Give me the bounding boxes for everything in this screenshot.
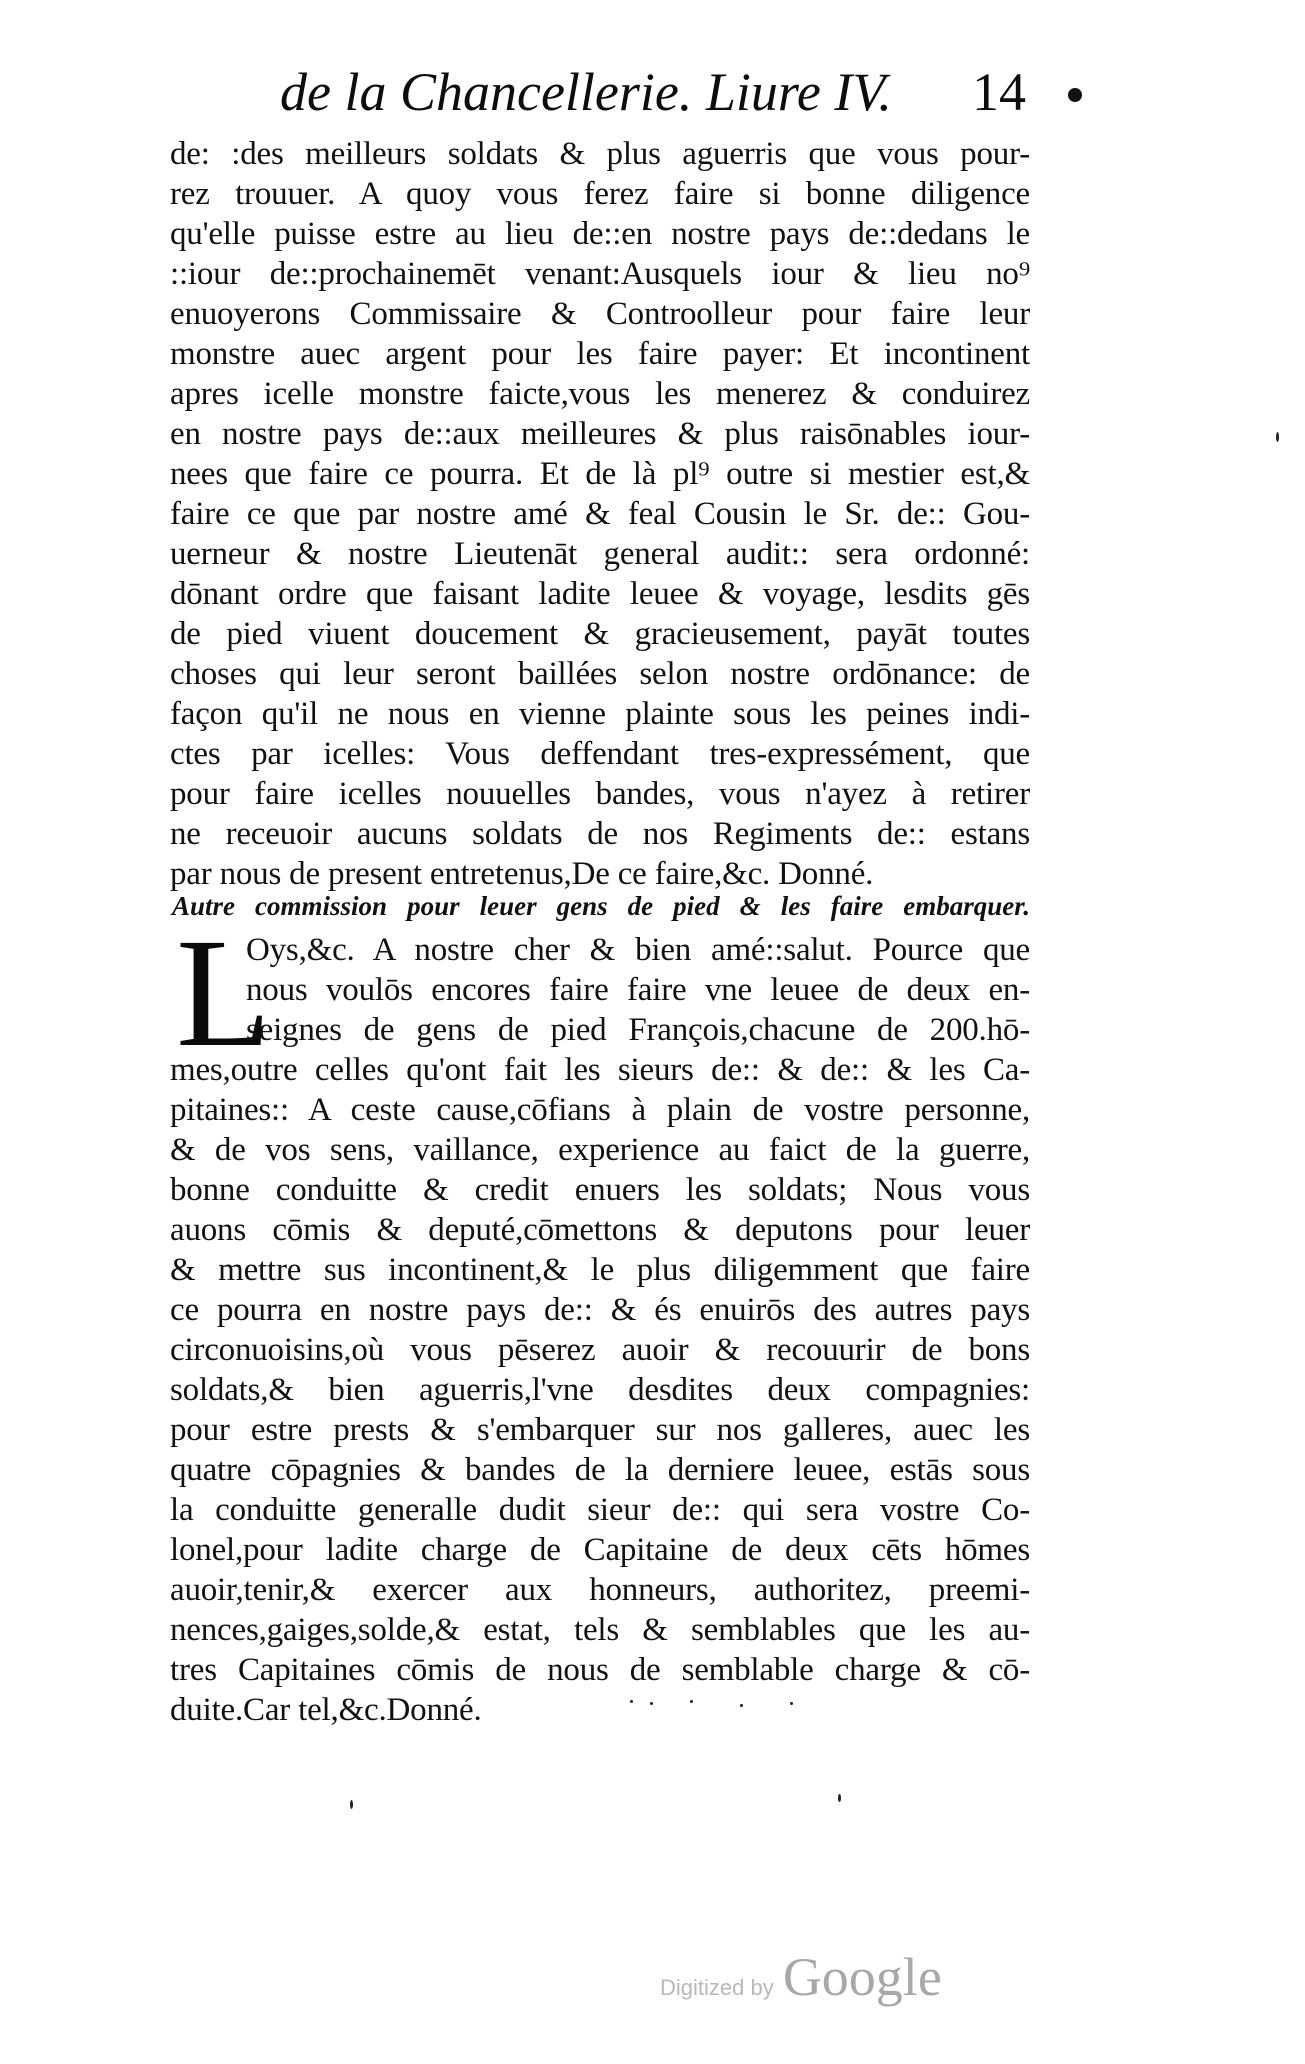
ink-speck	[740, 1704, 743, 1707]
ink-dot	[1068, 88, 1082, 102]
text-line: bonne conduitte & credit enuers les soldats; Nous vous	[170, 1172, 1030, 1208]
text-line: quatre cōpagnies & bandes de la derniere leuee, estās sous	[170, 1452, 1030, 1488]
text-line: nees que faire ce pourra. Et de là pl⁹ outre si mestier est,&	[170, 456, 1030, 492]
page-number: 14	[972, 62, 1026, 122]
section-heading: Autre commission pour leuer gens de pied & les faire embarquer.	[172, 891, 1030, 921]
text-line: seignes de gens de pied François,chacune de 200.hō-	[246, 1012, 1030, 1048]
text-line: pour estre prests & s'embarquer sur nos galleres, auec les	[170, 1412, 1030, 1448]
ink-speck	[1276, 432, 1279, 442]
text-line: qu'elle puisse estre au lieu de::en nostre pays de::dedans le	[170, 216, 1030, 252]
ink-speck	[650, 1702, 653, 1705]
text-line: pour faire icelles nouuelles bandes, vous n'ayez à retirer	[170, 776, 1030, 812]
text-line: faire ce que par nostre amé & feal Cousin le Sr. de:: Gou-	[170, 496, 1030, 532]
paragraph-commission-1	[170, 134, 1030, 894]
text-line: nous voulōs encores faire faire vne leuee de deux en-	[246, 972, 1030, 1008]
text-line: soldats,& bien aguerris,l'vne desdites deux compagnies:	[170, 1372, 1030, 1408]
text-line: ctes par icelles: Vous deffendant tres-expressément, que	[170, 736, 1030, 772]
text-line: pitaines:: A ceste cause,cōfians à plain de vostre personne,	[170, 1092, 1030, 1128]
text-line: dōnant ordre que faisant ladite leuee & voyage, lesdits gēs	[170, 576, 1030, 612]
ink-speck	[838, 1794, 841, 1802]
text-line: monstre auec argent pour les faire payer: Et incontinent	[170, 336, 1030, 372]
text-line: rez trouuer. A quoy vous ferez faire si bonne diligence	[170, 176, 1030, 212]
paragraph-commission-2	[170, 930, 1030, 1730]
text-line: nences,gaiges,solde,& estat, tels & semblables que les au-	[170, 1612, 1030, 1648]
text-line: de: :des meilleurs soldats & plus aguerris que vous pour-	[170, 136, 1030, 172]
text-line: auons cōmis & deputé,cōmettons & deputons pour leuer	[170, 1212, 1030, 1248]
text-line: mes,outre celles qu'ont fait les sieurs de:: & de:: & les Ca-	[170, 1052, 1030, 1088]
text-line: enuoyerons Commissaire & Controolleur pour faire leur	[170, 296, 1030, 332]
text-line: par nous de present entretenus,De ce faire,&c. Donné.	[170, 856, 874, 892]
ink-speck	[630, 1700, 633, 1703]
text-line: Oys,&c. A nostre cher & bien amé::salut. Pource que	[246, 932, 1030, 968]
text-line: façon qu'il ne nous en vienne plainte sous les peines indi-	[170, 696, 1030, 732]
page-header	[240, 52, 1090, 132]
text-line: & mettre sus incontinent,& le plus diligemment que faire	[170, 1252, 1030, 1288]
text-line: de pied viuent doucement & gracieusement, payāt toutes	[170, 616, 1030, 652]
text-line: en nostre pays de::aux meilleures & plus raisōnables iour-	[170, 416, 1030, 452]
text-line: apres icelle monstre faicte,vous les menerez & conduirez	[170, 376, 1030, 412]
running-title: de la Chancellerie. Liure IV.	[280, 62, 892, 122]
text-line: & de vos sens, vaillance, experience au faict de la guerre,	[170, 1132, 1030, 1168]
ink-speck	[690, 1700, 693, 1703]
ink-speck	[350, 1800, 353, 1809]
google-logo: Google	[782, 1947, 942, 2007]
text-line: choses qui leur seront baillées selon nostre ordōnance: de	[170, 656, 1030, 692]
ink-speck	[790, 1702, 793, 1705]
digitized-label: Digitized by	[660, 1975, 774, 2000]
drop-cap: L	[176, 906, 272, 1079]
text-line: ce pourra en nostre pays de:: & és enuirōs des autres pays	[170, 1292, 1030, 1328]
text-line: la conduitte generalle dudit sieur de:: qui sera vostre Co-	[170, 1492, 1030, 1528]
digitized-by-google-watermark	[660, 1946, 1020, 2016]
text-line: ::iour de::prochainemēt venant:Ausquels iour & lieu no⁹	[170, 256, 1030, 292]
text-line: auoir,tenir,& exercer aux honneurs, authoritez, preemi-	[170, 1572, 1030, 1608]
text-line: circonuoisins,où vous pēserez auoir & recouurir de bons	[170, 1332, 1030, 1368]
text-line: duite.Car tel,&c.Donné.	[170, 1692, 482, 1728]
text-line: ne receuoir aucuns soldats de nos Regiments de:: estans	[170, 816, 1030, 852]
text-line: lonel,pour ladite charge de Capitaine de deux cēts hōmes	[170, 1532, 1030, 1568]
text-line: tres Capitaines cōmis de nous de semblable charge & cō-	[170, 1652, 1030, 1688]
text-line: uerneur & nostre Lieutenāt general audit:: sera ordonné:	[170, 536, 1030, 572]
